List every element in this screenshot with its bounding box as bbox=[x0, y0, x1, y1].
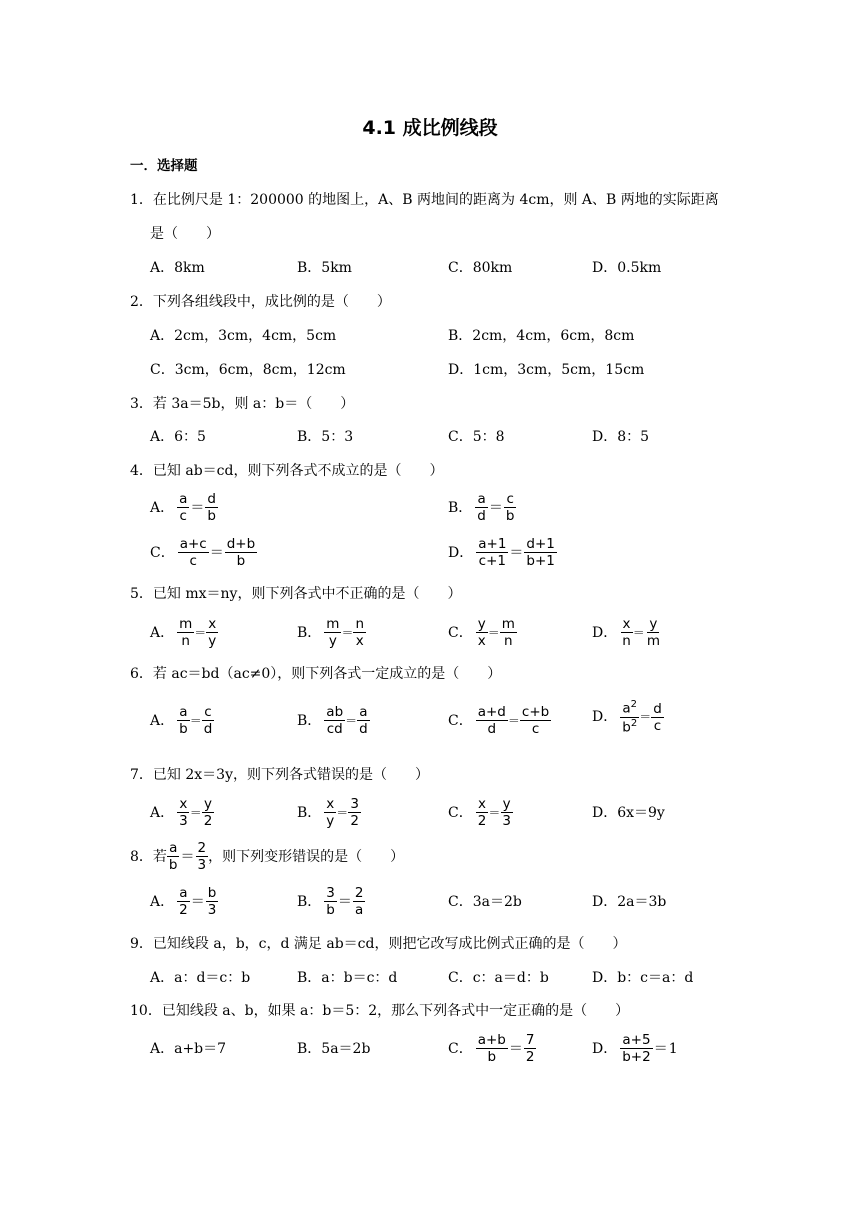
fraction bbox=[353, 886, 366, 917]
denominator: d bbox=[487, 721, 497, 738]
q2-option-d[interactable]: D．1cm，3cm，5cm，15cm bbox=[448, 362, 645, 378]
denominator: n bbox=[504, 633, 513, 650]
numerator: x bbox=[326, 796, 335, 812]
option-letter: D． bbox=[448, 544, 474, 561]
option-letter: C． bbox=[448, 804, 473, 821]
denominator: y bbox=[208, 633, 217, 650]
equals-sign: ＝ bbox=[488, 805, 501, 820]
denominator: cd bbox=[326, 721, 343, 738]
fraction bbox=[476, 705, 508, 736]
denominator: c bbox=[189, 553, 197, 570]
equals-sign: ＝ bbox=[488, 499, 503, 516]
numerator: a+d bbox=[477, 704, 506, 720]
fraction bbox=[620, 1033, 652, 1064]
denominator: 3 bbox=[179, 813, 188, 830]
page-title: 4.1 成比例线段 bbox=[362, 117, 498, 139]
denominator: c+1 bbox=[478, 553, 506, 570]
section-heading: 一．选择题 bbox=[130, 158, 198, 174]
fraction bbox=[476, 617, 488, 648]
fraction bbox=[177, 705, 190, 736]
option-letter: D． bbox=[592, 709, 618, 726]
numerator: y bbox=[477, 616, 486, 632]
equals-sign: ＝ bbox=[190, 499, 205, 516]
option-letter: A． bbox=[150, 893, 175, 910]
option-letter: C． bbox=[150, 544, 175, 561]
q8-option-c[interactable]: C．3a＝2b bbox=[448, 894, 522, 910]
denominator: 2 bbox=[350, 813, 359, 830]
fraction bbox=[167, 841, 180, 872]
fraction bbox=[196, 841, 209, 872]
option-letter: A． bbox=[150, 712, 175, 729]
option-letter: A． bbox=[150, 499, 175, 516]
numerator: x bbox=[622, 616, 631, 632]
option-letter: D． bbox=[592, 624, 618, 641]
numerator: 2 bbox=[197, 840, 207, 856]
fraction bbox=[177, 492, 189, 523]
denominator: b bbox=[179, 721, 188, 738]
question-8-text bbox=[130, 841, 404, 872]
option-letter: D． bbox=[592, 1040, 618, 1057]
fraction bbox=[178, 537, 209, 568]
numerator: ab bbox=[326, 704, 344, 720]
fraction bbox=[177, 797, 190, 828]
denominator: 3 bbox=[207, 902, 217, 919]
fraction bbox=[206, 617, 218, 648]
denominator: 2 bbox=[179, 902, 188, 919]
denominator: c bbox=[531, 721, 540, 738]
numerator: a bbox=[179, 704, 188, 720]
question-1-text: 1．在比例尺是 1：200000 的地图上，A、B 两地间的距离为 4cm，则 A、B 两地的实际距离 bbox=[130, 192, 719, 208]
q4-option-b[interactable] bbox=[448, 492, 516, 523]
q7-option-d[interactable]: D．6x＝9y bbox=[592, 805, 665, 821]
question-8-prefix: 8．若 bbox=[130, 848, 167, 865]
q2-option-b[interactable]: B．2cm，4cm，6cm，8cm bbox=[448, 328, 635, 344]
numerator: x bbox=[478, 796, 487, 812]
denominator-base: b bbox=[622, 719, 631, 736]
q1-option-d[interactable]: D．0.5km bbox=[592, 260, 662, 276]
numerator: a+5 bbox=[622, 1032, 651, 1048]
q4-option-a[interactable] bbox=[150, 492, 218, 523]
q3-option-d[interactable]: D．8：5 bbox=[592, 429, 650, 445]
question-7-text: 7．已知 2x＝3y，则下列各式错误的是（ ） bbox=[130, 767, 429, 783]
q2-option-c[interactable]: C．3cm，6cm，8cm，12cm bbox=[150, 362, 346, 378]
numerator: c bbox=[506, 491, 514, 507]
fraction bbox=[357, 705, 370, 736]
fraction bbox=[500, 797, 513, 828]
question-2-text: 2．下列各组线段中，成比例的是（ ） bbox=[130, 294, 391, 310]
fraction bbox=[348, 797, 361, 828]
question-1-text-cont: 是（ ） bbox=[150, 226, 220, 242]
numerator: d+b bbox=[226, 536, 256, 552]
denominator: d bbox=[203, 721, 213, 738]
fraction bbox=[324, 886, 337, 917]
question-10-text: 10．已知线段 a、b，如果 a：b＝5：2，那么下列各式中一定正确的是（ ） bbox=[130, 1003, 630, 1019]
fraction bbox=[324, 705, 345, 736]
option-letter: C． bbox=[448, 1040, 473, 1057]
denominator: 2 bbox=[477, 813, 487, 830]
equals-sign: ＝ bbox=[337, 893, 352, 910]
numerator: y bbox=[502, 796, 511, 812]
q3-option-c[interactable]: C．5：8 bbox=[448, 429, 505, 445]
q10-option-b[interactable]: B．5a＝2b bbox=[297, 1041, 371, 1057]
fraction bbox=[324, 797, 336, 828]
fraction bbox=[645, 617, 662, 648]
equals-sign: ＝ bbox=[189, 713, 202, 728]
equals-sign: ＝ bbox=[194, 625, 207, 640]
fraction bbox=[476, 537, 508, 568]
numerator: 2 bbox=[354, 885, 364, 901]
fraction bbox=[524, 1033, 537, 1064]
option-letter: B． bbox=[448, 499, 473, 516]
fraction bbox=[476, 1033, 508, 1064]
q6-option-c[interactable] bbox=[448, 705, 551, 736]
fraction bbox=[177, 886, 190, 917]
denominator: 2 bbox=[525, 1049, 535, 1066]
numerator: a bbox=[169, 840, 178, 856]
denominator: n bbox=[181, 633, 190, 650]
question-9-text: 9．已知线段 a，b，c，d 满足 ab＝cd，则把它改写成比例式正确的是（ ） bbox=[130, 936, 627, 952]
numerator: b bbox=[207, 885, 217, 901]
numerator: x bbox=[179, 796, 188, 812]
fraction bbox=[353, 617, 366, 648]
q9-option-d[interactable]: D．b：c＝a：d bbox=[592, 970, 694, 986]
q5-option-c[interactable] bbox=[448, 617, 517, 648]
numerator bbox=[620, 700, 639, 718]
fraction bbox=[504, 492, 517, 523]
numerator-base: a bbox=[622, 700, 631, 717]
numerator: n bbox=[355, 616, 365, 632]
equals-sign: ＝ bbox=[180, 848, 195, 865]
numerator: c+b bbox=[521, 704, 550, 720]
denominator: 3 bbox=[502, 813, 511, 830]
exponent: 2 bbox=[630, 717, 638, 729]
q5-option-a[interactable] bbox=[150, 617, 218, 648]
q5-option-d[interactable] bbox=[592, 617, 662, 648]
fraction bbox=[177, 617, 194, 648]
q9-option-a[interactable]: A．a：d＝c：b bbox=[150, 970, 251, 986]
denominator: b bbox=[207, 508, 216, 525]
question-8-suffix: ，则下列变形错误的是（ ） bbox=[208, 848, 405, 865]
denominator: 3 bbox=[197, 857, 207, 874]
numerator: d bbox=[207, 491, 216, 507]
numerator: 7 bbox=[525, 1032, 535, 1048]
fraction bbox=[651, 702, 664, 733]
equals-sign: ＝ bbox=[509, 544, 524, 561]
equals-sign: ＝ bbox=[341, 625, 354, 640]
denominator: b bbox=[326, 902, 335, 919]
q3-option-b[interactable]: B．5：3 bbox=[297, 429, 354, 445]
q9-option-b[interactable]: B．a：b＝c：d bbox=[297, 970, 398, 986]
fraction bbox=[500, 617, 517, 648]
fraction bbox=[202, 705, 215, 736]
numerator: 3 bbox=[326, 885, 335, 901]
fraction bbox=[324, 617, 341, 648]
denominator: n bbox=[622, 633, 631, 650]
q7-option-a[interactable] bbox=[150, 797, 214, 828]
q2-option-a[interactable]: A．2cm，3cm，4cm，5cm bbox=[150, 328, 337, 344]
denominator: c bbox=[179, 508, 187, 525]
fraction bbox=[476, 797, 489, 828]
denominator: b+2 bbox=[622, 1049, 651, 1066]
question-6-text: 6．若 ac＝bd（ac≠0），则下列各式一定成立的是（ ） bbox=[130, 666, 502, 682]
q6-option-d[interactable] bbox=[592, 700, 664, 734]
denominator: c bbox=[653, 717, 662, 734]
numerator: 3 bbox=[350, 796, 359, 812]
denominator: y bbox=[328, 633, 337, 650]
option-letter: B． bbox=[297, 804, 322, 821]
fraction bbox=[620, 700, 639, 734]
q7-option-b[interactable] bbox=[297, 797, 361, 828]
option-letter: C． bbox=[448, 712, 473, 729]
question-3-text: 3．若 3a＝5b，则 a：b＝（ ） bbox=[130, 396, 355, 412]
q10-option-d[interactable] bbox=[592, 1033, 678, 1064]
exponent: 2 bbox=[630, 699, 638, 710]
numerator: a bbox=[359, 704, 368, 720]
denominator: x bbox=[477, 633, 486, 650]
q5-option-b[interactable] bbox=[297, 617, 366, 648]
equals-sign: ＝ bbox=[508, 1040, 523, 1057]
denominator: 2 bbox=[203, 813, 213, 830]
q10-option-a[interactable]: A．a+b＝7 bbox=[150, 1041, 227, 1057]
denominator: b bbox=[487, 1049, 497, 1066]
denominator: b bbox=[505, 508, 515, 525]
denominator: m bbox=[646, 633, 660, 650]
equals-sign: ＝ bbox=[632, 625, 645, 640]
equals-sign: ＝ bbox=[336, 805, 349, 820]
q6-option-a[interactable] bbox=[150, 705, 214, 736]
numerator: a+b bbox=[477, 1032, 506, 1048]
denominator: d bbox=[359, 721, 368, 738]
denominator: y bbox=[326, 813, 335, 830]
q10-option-c[interactable] bbox=[448, 1033, 536, 1064]
numerator: a bbox=[179, 885, 188, 901]
q8-option-a[interactable] bbox=[150, 886, 218, 917]
denominator bbox=[620, 718, 639, 735]
equals-sign: ＝ bbox=[487, 625, 500, 640]
numerator: d+1 bbox=[526, 536, 555, 552]
q3-option-a[interactable]: A．6：5 bbox=[150, 429, 206, 445]
q8-option-d[interactable]: D．2a＝3b bbox=[592, 894, 667, 910]
equals-sign: ＝ bbox=[209, 544, 224, 561]
option-letter: A． bbox=[150, 804, 175, 821]
fraction bbox=[225, 537, 257, 568]
equals-sign: ＝ bbox=[189, 805, 202, 820]
option-letter: B． bbox=[297, 624, 322, 641]
equals-sign: ＝ bbox=[639, 710, 652, 725]
equals-sign: ＝ bbox=[653, 1040, 668, 1057]
equals-sign: ＝ bbox=[345, 713, 358, 728]
option-letter: B． bbox=[297, 712, 322, 729]
numerator: m bbox=[179, 616, 193, 632]
fraction bbox=[520, 705, 551, 736]
numerator: x bbox=[208, 616, 217, 632]
numerator: y bbox=[649, 616, 658, 632]
numerator: a bbox=[477, 491, 486, 507]
q8-option-b[interactable] bbox=[297, 886, 365, 917]
fraction bbox=[524, 537, 556, 568]
q1-option-a[interactable]: A．8km bbox=[150, 260, 205, 276]
fraction bbox=[475, 492, 488, 523]
q7-option-c[interactable] bbox=[448, 797, 513, 828]
numerator: a bbox=[179, 491, 188, 507]
denominator: b bbox=[236, 553, 246, 570]
numerator: a+c bbox=[179, 536, 207, 552]
fraction bbox=[205, 492, 218, 523]
fraction bbox=[620, 617, 633, 648]
numerator: a+1 bbox=[478, 536, 507, 552]
fraction bbox=[202, 797, 215, 828]
numerator: m bbox=[501, 616, 515, 632]
denominator: b bbox=[168, 857, 178, 874]
denominator: a bbox=[355, 902, 364, 919]
question-5-text: 5．已知 mx＝ny，则下列各式中不正确的是（ ） bbox=[130, 586, 462, 602]
question-4-text: 4．已知 ab＝cd，则下列各式不成立的是（ ） bbox=[130, 463, 444, 479]
numerator: m bbox=[326, 616, 340, 632]
numerator: c bbox=[204, 704, 212, 720]
numerator: d bbox=[653, 700, 662, 717]
denominator: d bbox=[477, 508, 486, 525]
denominator: b+1 bbox=[526, 553, 555, 570]
option-letter: A． bbox=[150, 624, 175, 641]
denominator: x bbox=[355, 633, 364, 650]
q9-option-c[interactable]: C．c：a＝d：b bbox=[448, 970, 549, 986]
option-letter: C． bbox=[448, 624, 473, 641]
q1-option-b[interactable]: B．5km bbox=[297, 260, 352, 276]
q1-option-c[interactable]: C．80km bbox=[448, 260, 513, 276]
numerator: y bbox=[204, 796, 213, 812]
fraction bbox=[206, 886, 219, 917]
equals-sign: ＝ bbox=[190, 893, 205, 910]
rhs-value: 1 bbox=[668, 1040, 678, 1057]
q6-option-b[interactable] bbox=[297, 705, 370, 736]
q4-option-d[interactable] bbox=[448, 537, 557, 568]
equals-sign: ＝ bbox=[507, 713, 520, 728]
q4-option-c[interactable] bbox=[150, 537, 257, 568]
option-letter: B． bbox=[297, 893, 322, 910]
